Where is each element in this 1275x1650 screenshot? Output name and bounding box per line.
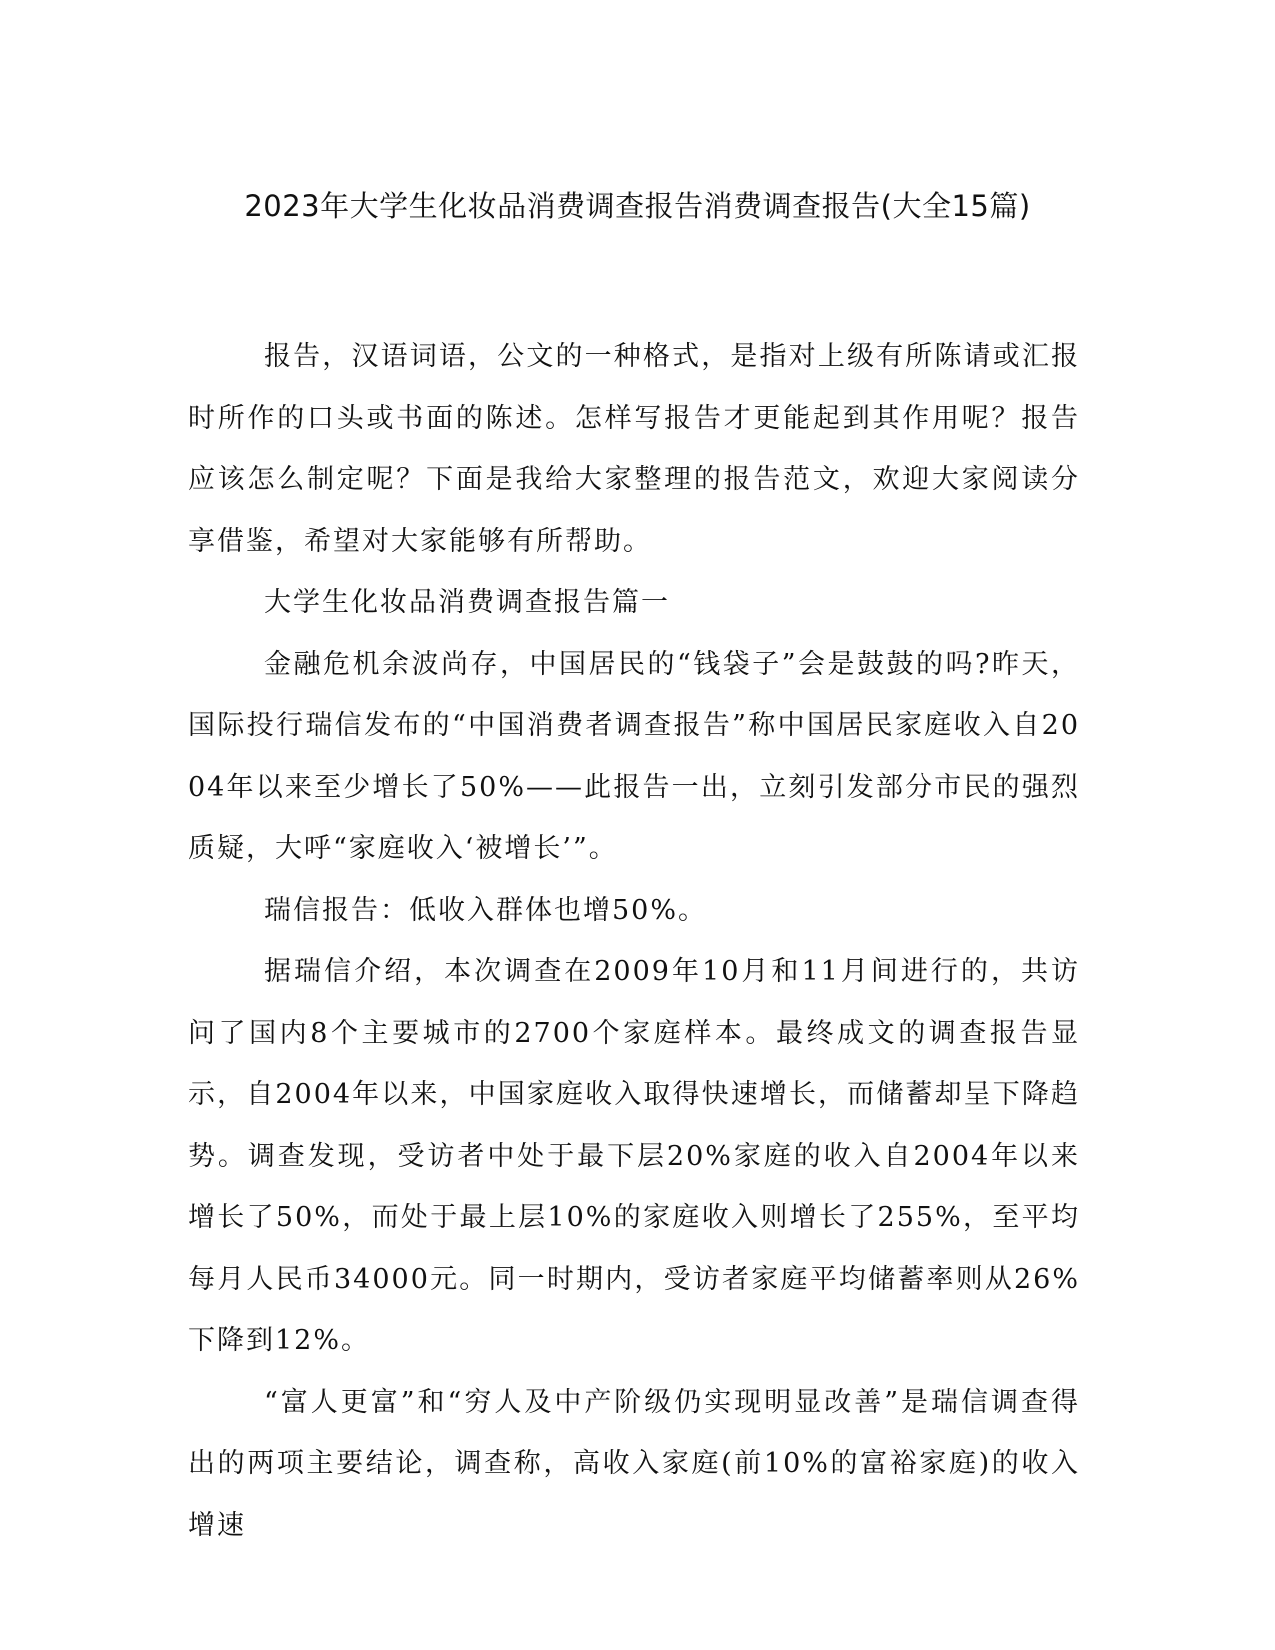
paragraph-ubs-report: 瑞信报告：低收入群体也增50%。 xyxy=(264,894,708,926)
document-title: 2023年大学生化妆品消费调查报告消费调查报告(大全15篇) xyxy=(244,189,1031,223)
document-body xyxy=(188,326,1080,1556)
paragraph-intro: 报告，汉语词语，公文的一种格式，是指对上级有所陈请或汇报时所作的口头或书面的陈述。怎样写报告才更能起到其作用呢？报告应该怎么制定呢？下面是我给大家整理的报告范文，欢迎大家阅读分享借鉴，希望对大家能够有所帮助。 xyxy=(188,341,1080,557)
paragraph-financial-crisis: 金融危机余波尚存，中国居民的“钱袋子”会是鼓鼓的吗?昨天，国际投行瑞信发布的“中国消费者调查报告”称中国居民家庭收入自2004年以来至少增长了50%——此报告一出，立刻引发部分市民的强烈质疑，大呼“家庭收入‘被增长’”。 xyxy=(188,648,1080,864)
section-heading: 大学生化妆品消费调查报告篇一 xyxy=(264,587,670,618)
paragraph-conclusions: “富人更富”和“穷人及中产阶级仍实现明显改善”是瑞信调查得出的两项主要结论，调查称，高收入家庭(前10%的富裕家庭)的收入增速 xyxy=(188,1386,1080,1541)
paragraph-survey-details: 据瑞信介绍，本次调查在2009年10月和11月间进行的，共访问了国内8个主要城市的2700个家庭样本。最终成文的调查报告显示，自2004年以来，中国家庭收入取得快速增长，而储蓄却呈下降趋势。调查发现，受访者中处于最下层20%家庭的收入自2004年以来增长了50%，而处于最上层10%的家庭收入则增长了255%，至平均每月人民币34000元。同一时期内，受访者家庭平均储蓄率则从26%下降到12%。 xyxy=(188,956,1080,1356)
